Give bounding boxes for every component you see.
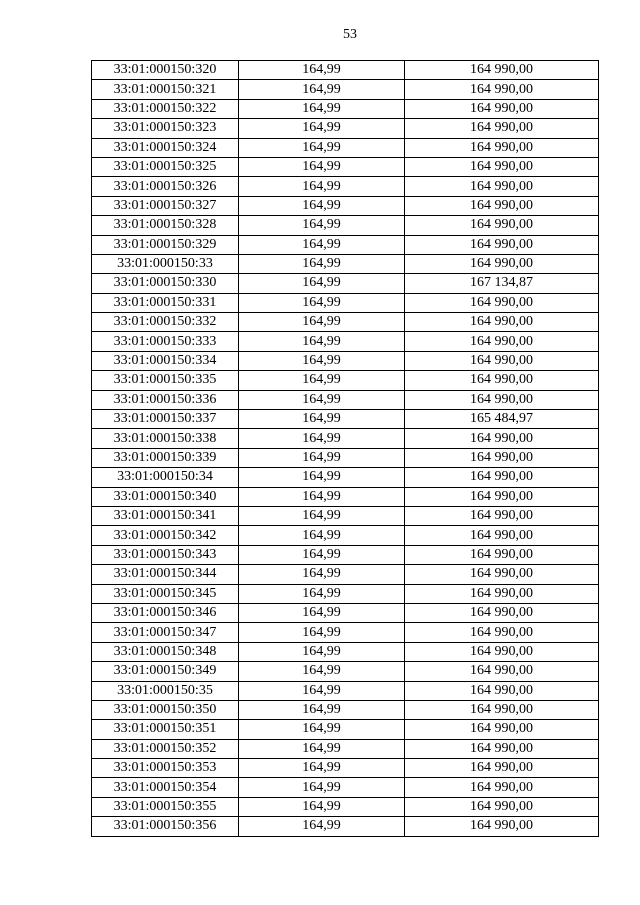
cadastral-value-cell: 164 990,00 [405, 603, 599, 622]
cadastral-number-cell: 33:01:000150:335 [92, 371, 239, 390]
area-cell: 164,99 [239, 390, 405, 409]
cadastral-value-cell: 164 990,00 [405, 565, 599, 584]
cadastral-value-cell: 164 990,00 [405, 526, 599, 545]
area-cell: 164,99 [239, 778, 405, 797]
cadastral-value-cell: 165 484,97 [405, 410, 599, 429]
cadastral-number-cell: 33:01:000150:355 [92, 797, 239, 816]
table-row [92, 293, 599, 312]
cadastral-number-cell: 33:01:000150:334 [92, 351, 239, 370]
table-row [92, 565, 599, 584]
cadastral-number-cell: 33:01:000150:345 [92, 584, 239, 603]
cadastral-number-cell: 33:01:000150:327 [92, 196, 239, 215]
cadastral-number-cell: 33:01:000150:324 [92, 138, 239, 157]
table-row [92, 506, 599, 525]
table-row [92, 235, 599, 254]
area-cell: 164,99 [239, 410, 405, 429]
cadastral-value-cell: 164 990,00 [405, 235, 599, 254]
cadastral-value-cell: 164 990,00 [405, 468, 599, 487]
area-cell: 164,99 [239, 720, 405, 739]
table-row [92, 119, 599, 138]
cadastral-value-cell: 164 990,00 [405, 662, 599, 681]
cadastral-value-cell: 164 990,00 [405, 623, 599, 642]
area-cell: 164,99 [239, 448, 405, 467]
cadastral-value-cell: 164 990,00 [405, 254, 599, 273]
area-cell: 164,99 [239, 565, 405, 584]
table-row [92, 177, 599, 196]
area-cell: 164,99 [239, 157, 405, 176]
area-cell: 164,99 [239, 332, 405, 351]
area-cell: 164,99 [239, 797, 405, 816]
cadastral-number-cell: 33:01:000150:322 [92, 99, 239, 118]
table-row [92, 584, 599, 603]
area-cell: 164,99 [239, 487, 405, 506]
area-cell: 164,99 [239, 739, 405, 758]
cadastral-value-cell: 164 990,00 [405, 506, 599, 525]
cadastral-value-cell: 164 990,00 [405, 177, 599, 196]
cadastral-number-cell: 33:01:000150:333 [92, 332, 239, 351]
cadastral-value-cell: 164 990,00 [405, 739, 599, 758]
table-row [92, 468, 599, 487]
table-row [92, 351, 599, 370]
cadastral-number-cell: 33:01:000150:328 [92, 216, 239, 235]
cadastral-value-cell: 164 990,00 [405, 448, 599, 467]
area-cell: 164,99 [239, 506, 405, 525]
cadastral-number-cell: 33:01:000150:336 [92, 390, 239, 409]
cadastral-value-cell: 164 990,00 [405, 138, 599, 157]
cadastral-value-cell: 164 990,00 [405, 700, 599, 719]
table-row [92, 681, 599, 700]
table-row [92, 778, 599, 797]
cadastral-number-cell: 33:01:000150:352 [92, 739, 239, 758]
area-cell: 164,99 [239, 817, 405, 836]
table-row [92, 216, 599, 235]
table-row [92, 603, 599, 622]
table-row [92, 700, 599, 719]
cadastral-value-cell: 164 990,00 [405, 351, 599, 370]
area-cell: 164,99 [239, 526, 405, 545]
cadastral-value-cell: 164 990,00 [405, 817, 599, 836]
table-row [92, 720, 599, 739]
cadastral-value-cell: 164 990,00 [405, 216, 599, 235]
cadastral-value-cell: 164 990,00 [405, 157, 599, 176]
area-cell: 164,99 [239, 623, 405, 642]
cadastral-number-cell: 33:01:000150:356 [92, 817, 239, 836]
cadastral-number-cell: 33:01:000150:323 [92, 119, 239, 138]
cadastral-number-cell: 33:01:000150:344 [92, 565, 239, 584]
cadastral-number-cell: 33:01:000150:346 [92, 603, 239, 622]
cadastral-table-container [91, 60, 598, 837]
cadastral-value-cell: 164 990,00 [405, 778, 599, 797]
cadastral-number-cell: 33:01:000150:354 [92, 778, 239, 797]
cadastral-value-cell: 164 990,00 [405, 390, 599, 409]
cadastral-value-cell: 167 134,87 [405, 274, 599, 293]
table-row [92, 254, 599, 273]
cadastral-number-cell: 33:01:000150:321 [92, 80, 239, 99]
cadastral-value-cell: 164 990,00 [405, 371, 599, 390]
area-cell: 164,99 [239, 138, 405, 157]
cadastral-value-cell: 164 990,00 [405, 61, 599, 80]
table-row [92, 797, 599, 816]
cadastral-number-cell: 33:01:000150:320 [92, 61, 239, 80]
area-cell: 164,99 [239, 468, 405, 487]
cadastral-value-cell: 164 990,00 [405, 487, 599, 506]
area-cell: 164,99 [239, 274, 405, 293]
area-cell: 164,99 [239, 99, 405, 118]
table-row [92, 545, 599, 564]
area-cell: 164,99 [239, 235, 405, 254]
table-row [92, 526, 599, 545]
cadastral-number-cell: 33:01:000150:343 [92, 545, 239, 564]
cadastral-number-cell: 33:01:000150:332 [92, 313, 239, 332]
cadastral-number-cell: 33:01:000150:349 [92, 662, 239, 681]
cadastral-number-cell: 33:01:000150:350 [92, 700, 239, 719]
cadastral-value-cell: 164 990,00 [405, 332, 599, 351]
cadastral-value-table [91, 60, 599, 837]
cadastral-value-cell: 164 990,00 [405, 720, 599, 739]
table-row [92, 642, 599, 661]
area-cell: 164,99 [239, 545, 405, 564]
table-row [92, 759, 599, 778]
cadastral-value-cell: 164 990,00 [405, 80, 599, 99]
cadastral-value-cell: 164 990,00 [405, 293, 599, 312]
table-row [92, 410, 599, 429]
cadastral-number-cell: 33:01:000150:35 [92, 681, 239, 700]
table-row [92, 390, 599, 409]
cadastral-value-cell: 164 990,00 [405, 196, 599, 215]
area-cell: 164,99 [239, 61, 405, 80]
area-cell: 164,99 [239, 642, 405, 661]
cadastral-value-cell: 164 990,00 [405, 759, 599, 778]
cadastral-number-cell: 33:01:000150:331 [92, 293, 239, 312]
page-number: 53 [343, 27, 357, 42]
cadastral-number-cell: 33:01:000150:341 [92, 506, 239, 525]
table-row [92, 487, 599, 506]
cadastral-number-cell: 33:01:000150:325 [92, 157, 239, 176]
table-row [92, 371, 599, 390]
cadastral-value-cell: 164 990,00 [405, 681, 599, 700]
cadastral-number-cell: 33:01:000150:351 [92, 720, 239, 739]
table-row [92, 61, 599, 80]
table-body [92, 61, 599, 837]
table-row [92, 196, 599, 215]
cadastral-value-cell: 164 990,00 [405, 429, 599, 448]
cadastral-value-cell: 164 990,00 [405, 584, 599, 603]
area-cell: 164,99 [239, 351, 405, 370]
area-cell: 164,99 [239, 254, 405, 273]
cadastral-number-cell: 33:01:000150:34 [92, 468, 239, 487]
cadastral-number-cell: 33:01:000150:338 [92, 429, 239, 448]
area-cell: 164,99 [239, 196, 405, 215]
table-row [92, 80, 599, 99]
area-cell: 164,99 [239, 371, 405, 390]
table-row [92, 99, 599, 118]
cadastral-number-cell: 33:01:000150:329 [92, 235, 239, 254]
area-cell: 164,99 [239, 700, 405, 719]
table-row [92, 448, 599, 467]
cadastral-number-cell: 33:01:000150:342 [92, 526, 239, 545]
area-cell: 164,99 [239, 293, 405, 312]
cadastral-value-cell: 164 990,00 [405, 119, 599, 138]
cadastral-number-cell: 33:01:000150:337 [92, 410, 239, 429]
table-row [92, 274, 599, 293]
table-row [92, 623, 599, 642]
cadastral-value-cell: 164 990,00 [405, 99, 599, 118]
cadastral-value-cell: 164 990,00 [405, 642, 599, 661]
cadastral-number-cell: 33:01:000150:340 [92, 487, 239, 506]
table-row [92, 662, 599, 681]
cadastral-value-cell: 164 990,00 [405, 313, 599, 332]
table-row [92, 157, 599, 176]
area-cell: 164,99 [239, 313, 405, 332]
table-row [92, 817, 599, 836]
cadastral-number-cell: 33:01:000150:348 [92, 642, 239, 661]
table-row [92, 332, 599, 351]
table-row [92, 313, 599, 332]
cadastral-value-cell: 164 990,00 [405, 545, 599, 564]
area-cell: 164,99 [239, 759, 405, 778]
area-cell: 164,99 [239, 119, 405, 138]
area-cell: 164,99 [239, 662, 405, 681]
cadastral-number-cell: 33:01:000150:330 [92, 274, 239, 293]
cadastral-number-cell: 33:01:000150:33 [92, 254, 239, 273]
area-cell: 164,99 [239, 216, 405, 235]
area-cell: 164,99 [239, 177, 405, 196]
cadastral-number-cell: 33:01:000150:353 [92, 759, 239, 778]
area-cell: 164,99 [239, 681, 405, 700]
cadastral-value-cell: 164 990,00 [405, 797, 599, 816]
cadastral-number-cell: 33:01:000150:326 [92, 177, 239, 196]
table-row [92, 739, 599, 758]
cadastral-number-cell: 33:01:000150:347 [92, 623, 239, 642]
cadastral-number-cell: 33:01:000150:339 [92, 448, 239, 467]
area-cell: 164,99 [239, 584, 405, 603]
area-cell: 164,99 [239, 80, 405, 99]
table-row [92, 138, 599, 157]
table-row [92, 429, 599, 448]
area-cell: 164,99 [239, 429, 405, 448]
area-cell: 164,99 [239, 603, 405, 622]
